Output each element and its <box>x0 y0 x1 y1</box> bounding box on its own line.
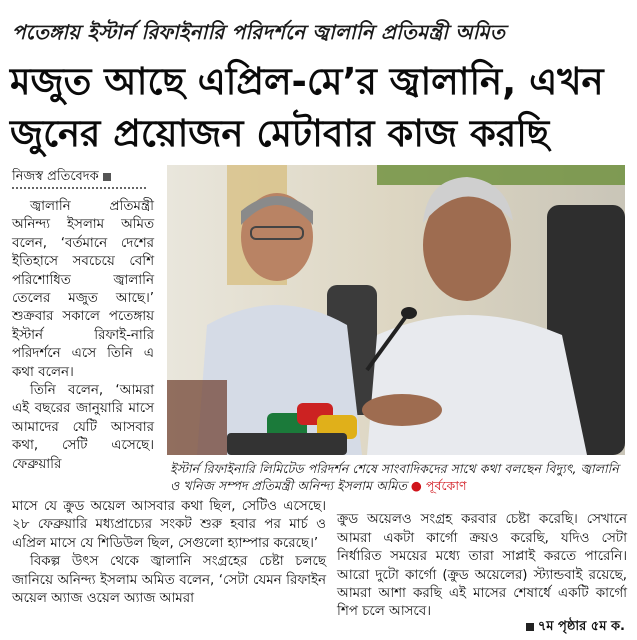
dotted-divider <box>12 187 146 189</box>
kicker: পতেঙ্গায় ইস্টার্ন রিফাইনারি পরিদর্শনে জ্বালানি প্রতিমন্ত্রী অমিত <box>12 20 506 44</box>
wide-column <box>12 498 326 608</box>
right-column <box>337 498 627 635</box>
headline-line-2: জুনের প্রয়োজন মেটাবার কাজ করছি <box>10 112 550 155</box>
narrow-column <box>12 198 154 474</box>
photo-caption <box>170 460 626 494</box>
caption-text: ইস্টার্ন রিফাইনারি লিমিটেড পরিদর্শন শেষে সাংবাদিকদের সাথে কথা বলছেন বিদ্যুৎ, জ্বালানি ও খনিজ সম্পদ প্রতিমন্ত্রী অনিন্দ্য ইসলাম অমিত <box>170 461 619 493</box>
paragraph-2-continued: মাসে যে ক্রুড অয়েল আসবার কথা ছিল, সেটিও এসেছে। ২৮ ফেব্রুয়ারি মধ্যপ্রাচ্যের সংকট শুরু হবার পর মার্চ ও এপ্রিল মাসে যে শিডিউল ছিল, সেগুলো হ্যাম্পার করেছে।’ <box>12 499 326 551</box>
headline <box>10 56 628 160</box>
news-photo <box>167 165 625 455</box>
paragraph-4: ক্রুড অয়েলও সংগ্রহ করবার চেষ্টা করেছি। সেখানে আমরা একটা কার্গো ক্রয়ও করেছি, যদিও সেটা নির্ধারিত সময়ের মধ্যে তারা সাপ্লাই করতে পারেনি। আরো দুটো কার্গো (ক্রুড অয়েলের) স্ট্যান্ডবাই রয়েছে, আমরা আশা করছি এই মাসের শেষার্ধে একটি কার্গো শিপ চলে আসবে। <box>337 512 627 620</box>
paragraph-3: বিকল্প উৎস থেকে জ্বালানি সংগ্রহের চেষ্টা চলছে জানিয়ে অনিন্দ্য ইসলাম অমিত বলেন, ‘সেটা যেমন রিফাইন অয়েল অ্যাজ ওয়েল অ্যাজ আমরা <box>12 554 326 607</box>
paragraph-2-start: তিনি বলেন, ‘আমরা এই বছরের জানুয়ারি মাসে আমাদের যেটি আসবার কথা, সেটি এসেছে। ফেব্রুয়ারি <box>12 383 154 472</box>
square-bullet-icon <box>526 623 534 631</box>
byline <box>12 167 111 188</box>
paragraph-1: জ্বালানি প্রতিমন্ত্রী অনিন্দ্য ইসলাম অমিত বলেন, ‘বর্তমানে দেশের ইতিহাসে সবচেয়ে বেশি পরিশোধিত জ্বালানি তেলের মজুত আছে।’ শুক্রবার সকালে পতেঙ্গায় ইস্টার্ন রিফাই-নারি পরিদর্শনে এসে তিনি এ কথা বলেন। <box>12 199 154 380</box>
photo-illustration <box>167 165 625 455</box>
continued-note <box>526 617 625 638</box>
square-bullet-icon <box>103 173 111 181</box>
red-dot-icon: ● <box>410 478 422 493</box>
continued-text: ৭ম পৃষ্ঠার ৫ম ক. <box>537 619 625 634</box>
byline-text: নিজস্ব প্রতিবেদক <box>12 169 99 184</box>
headline-line-1: মজুত আছে এপ্রিল-মে’র জ্বালানি, এখন <box>10 60 604 103</box>
photo-credit: পূর্বকোণ <box>425 478 467 493</box>
